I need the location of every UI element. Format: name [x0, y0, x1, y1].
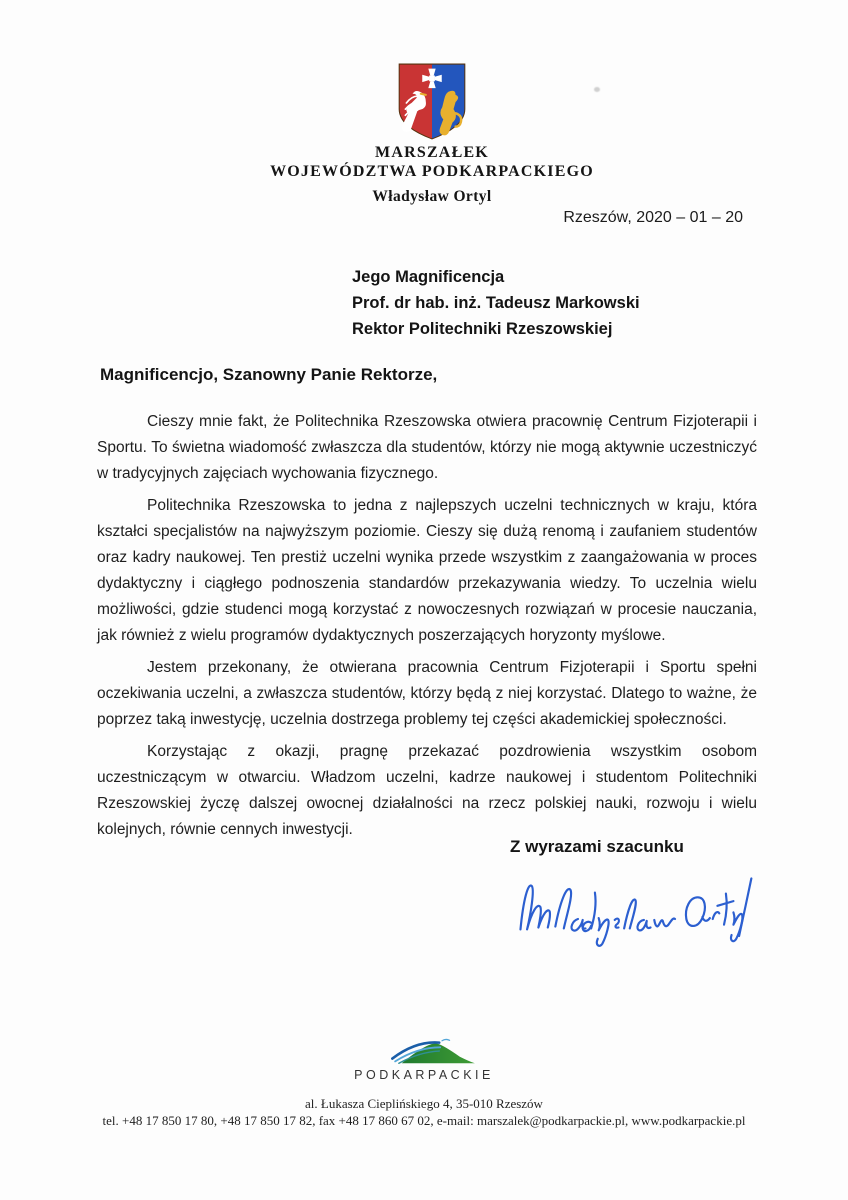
footer-address: al. Łukasza Cieplińskiego 4, 35-010 Rzeszów [305, 1096, 543, 1111]
podkarpackie-logo-icon [388, 1037, 482, 1067]
body-paragraph-3: Jestem przekonany, że otwierana pracownia Centrum Fizjoterapii i Sportu spełni oczekiwania uczelni, a zwłaszcza studentów, którzy będą z niej korzystać. Dlatego to ważne, że poprzez taką inwestycję, uczelnia dostrzega problemy tej części akademickiej społeczności. [97, 659, 757, 728]
logo-accent [442, 1039, 450, 1040]
salutation: Magnificencjo, Szanowny Panie Rektorze, [100, 365, 438, 384]
body-paragraph-2: Politechnika Rzeszowska to jedna z najlepszych uczelni technicznych w kraju, która kształci specjalistów na najwyższym poziomie. Cieszy się dużą renomą i zaufaniem studentów oraz kadry naukowej. Ten prestiż uczelni wynika przede wszystkim z zaangażowania w proces dydaktyczny i ciągłego podnoszenia standardów przekazywania wiedzy. To uczelnia wielu możliwości, gdzie studenci mogą korzystać z nowoczesnych rozwiązań w procesie nauczania, jak również z wielu programów dydaktycznych poszerzających horyzonty myślowe. [97, 497, 757, 644]
recipient-name: Prof. dr hab. inż. Tadeusz Markowski [352, 294, 640, 312]
body-paragraph-4: Korzystając z okazji, pragnę przekazać pozdrowienia wszystkim osobom uczestniczącym w otwarciu. Władzom uczelni, kadrze naukowej i studentom Politechniki Rzeszowskiej życzę dalszej owocnej działalności na rzecz polskiej nauki, rozwoju i wielu kolejnych, równie cennych inwestycji. [97, 743, 757, 838]
date-line: Rzeszów, 2020 – 01 – 20 [563, 209, 743, 226]
scan-artifact [594, 87, 600, 92]
closing-phrase: Z wyrazami szacunku [510, 837, 684, 856]
recipient-title: Rektor Politechniki Rzeszowskiej [352, 320, 613, 338]
recipient-honorific: Jego Magnificencja [352, 268, 505, 286]
letterhead-title-line1: MARSZAŁEK [375, 144, 489, 161]
footer-logo-text: PODKARPACKIE [354, 1068, 494, 1082]
podkarpackie-coat-of-arms-icon [396, 62, 468, 142]
handwritten-signature-icon [512, 864, 757, 958]
letter-body [97, 409, 757, 849]
letterhead-official-name: Władysław Ortyl [372, 188, 492, 205]
letterhead-title-line2: WOJEWÓDZTWA PODKARPACKIEGO [270, 163, 594, 180]
footer-contact: tel. +48 17 850 17 80, +48 17 850 17 82, fax +48 17 860 67 02, e-mail: marszalek@podkarpackie.pl, www.podkarpackie.pl [102, 1113, 746, 1128]
recipient-block [352, 264, 640, 342]
body-paragraph-1: Cieszy mnie fakt, że Politechnika Rzeszowska otwiera pracownię Centrum Fizjoterapii i Sportu. To świetna wiadomość zwłaszcza dla studentów, którzy nie mogą aktywnie uczestniczyć w tradycyjnych zajęciach wychowania fizycznego. [97, 413, 757, 482]
